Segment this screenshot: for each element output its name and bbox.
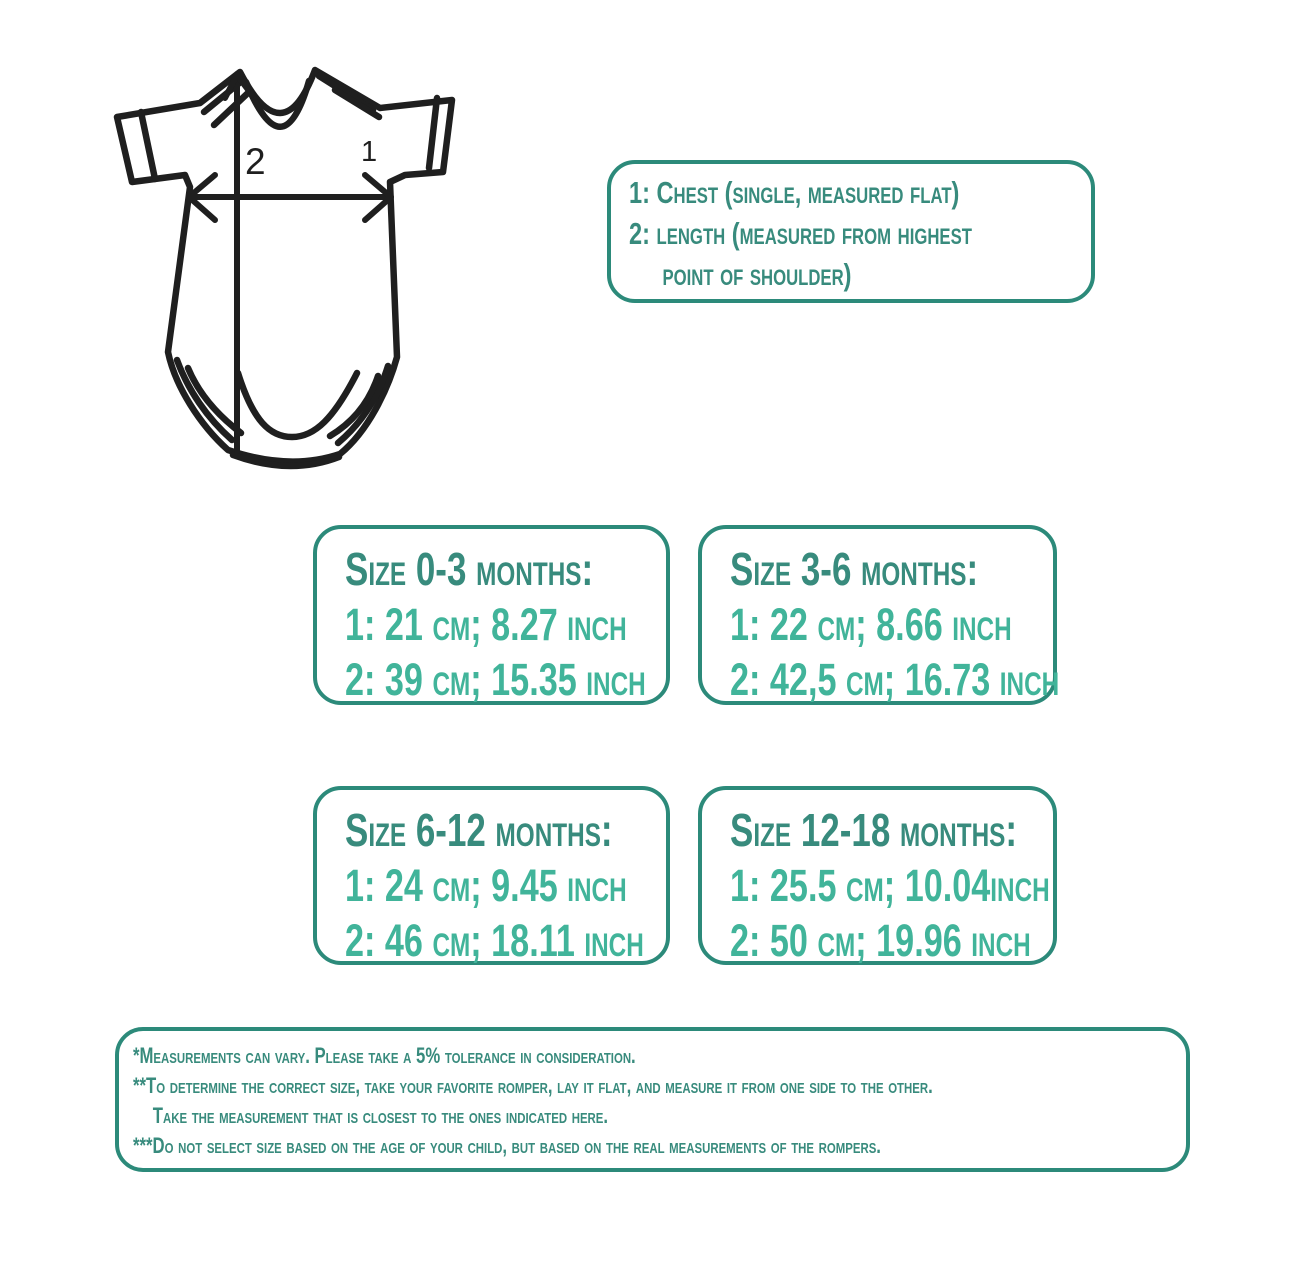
legend-line-length: 2: length (measured from highest (629, 216, 972, 251)
legend-line-chest: 1: Chest (single, measured flat) (629, 175, 960, 210)
size-box-6-12-months (313, 786, 670, 965)
size-title: Size 6-12 months: (345, 804, 613, 856)
size-length-value: 2: 42,5 cm; 16.73 inch (730, 654, 1060, 705)
size-chest-value: 1: 22 cm; 8.66 inch (730, 599, 1012, 650)
length-measure-label: 2 (245, 141, 266, 182)
size-chest-value: 1: 25.5 cm; 10.04inch (730, 860, 1050, 911)
legend-line-length-cont: point of shoulder) (662, 257, 852, 292)
neckline-binding (246, 81, 309, 127)
footnote-size-selection: ***Do not select size based on the age of your child, but based on the real measurements of the rompers. (133, 1133, 881, 1158)
size-title: Size 12-18 months: (730, 804, 1018, 856)
size-chest-value: 1: 21 cm; 8.27 inch (345, 599, 627, 650)
chest-measure-label: 1 (361, 136, 378, 168)
size-length-value: 2: 39 cm; 15.35 inch (345, 654, 646, 705)
size-box-3-6-months (698, 525, 1060, 705)
footnote-tolerance: *Measurements can vary. Please take a 5% tolerance in consideration. (133, 1043, 636, 1068)
size-length-value: 2: 46 cm; 18.11 inch (345, 915, 644, 966)
size-length-value: 2: 50 cm; 19.96 inch (730, 915, 1031, 966)
size-box-0-3-months (313, 525, 670, 705)
footnote-how-to-measure-cont: Take the measurement that is closest to the ones indicated here. (152, 1103, 609, 1128)
size-box-12-18-months (698, 786, 1057, 965)
right-cuff (429, 98, 437, 168)
footnote-how-to-measure: **To determine the correct size, take your favorite romper, lay it flat, and measure it from one side to the other. (133, 1073, 933, 1098)
legend-box (607, 160, 1095, 303)
size-chest-value: 1: 24 cm; 9.45 inch (345, 860, 627, 911)
left-cuff (141, 112, 155, 179)
bodysuit-diagram (100, 40, 520, 480)
size-title: Size 3-6 months: (730, 543, 979, 595)
size-title: Size 0-3 months: (345, 543, 594, 595)
footnotes-box (115, 1027, 1190, 1172)
